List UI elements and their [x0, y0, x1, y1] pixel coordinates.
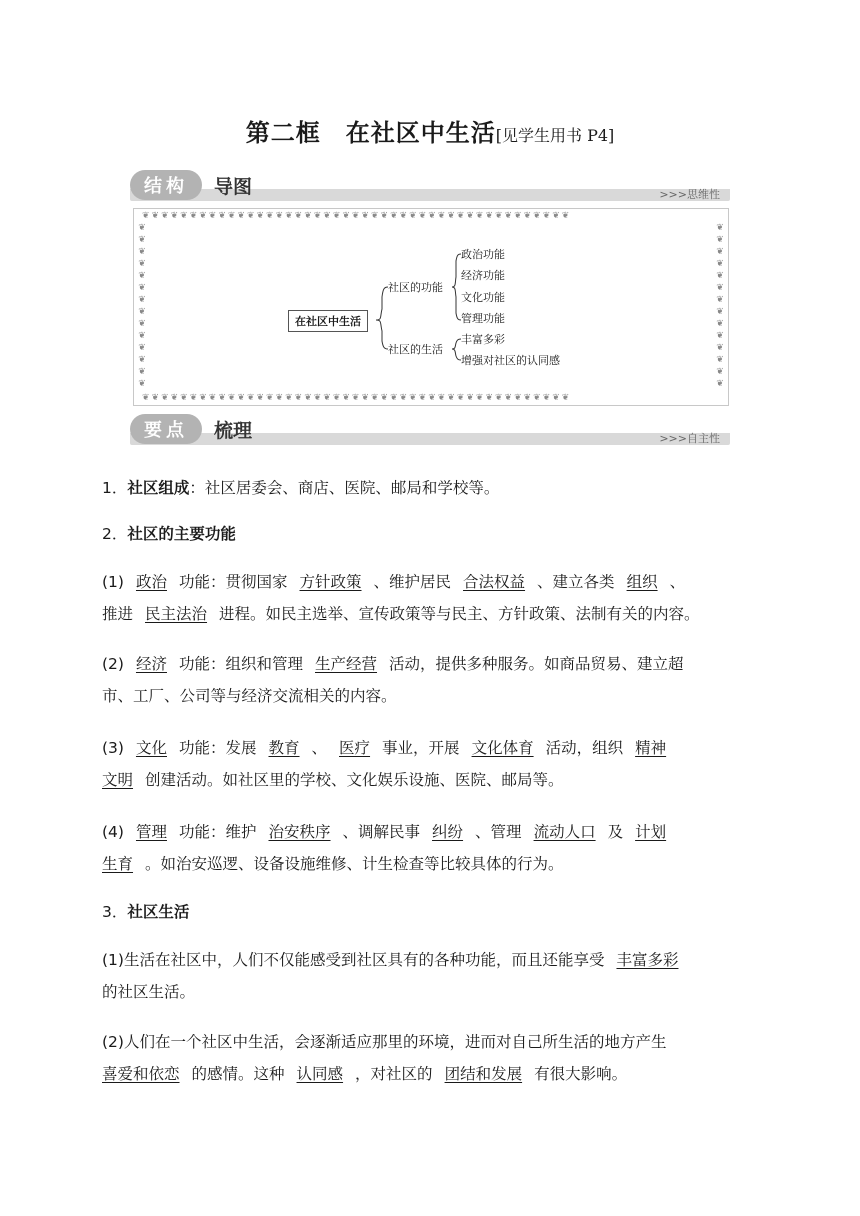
answer-blank: 流动人口 — [533, 823, 596, 841]
answer-blank: 丰富多彩 — [616, 951, 679, 969]
point-3 — [102, 896, 762, 928]
answer-blank: 生育 — [102, 855, 134, 873]
text: 、 — [311, 739, 328, 757]
answer-blank: 教育 — [268, 739, 300, 757]
text: (4) — [102, 823, 124, 841]
answer-blank: 生产经营 — [315, 655, 378, 673]
structure-title: 导图 — [214, 176, 253, 198]
text: 活动，提供多种服务。如商品贸易、建立超 — [389, 655, 684, 673]
point-2 — [102, 518, 762, 550]
mind-map-connectors — [134, 209, 728, 405]
text: (1)生活在社区中，人们不仅能感受到社区具有的各种功能，而且还能享受 — [102, 951, 605, 969]
point-2-1 — [102, 566, 762, 630]
text: (2) — [102, 655, 124, 673]
point-number: 1． — [102, 479, 128, 497]
points-badge: 要点 — [130, 414, 202, 444]
mind-map-branch-life: 社区的生活 — [388, 343, 443, 356]
point-heading: 社区的主要功能 — [127, 525, 236, 543]
title-main: 第二框 在社区中生活 — [245, 119, 496, 147]
point-3-2 — [102, 1026, 762, 1090]
text: ，对社区的 — [355, 1065, 433, 1083]
answer-blank: 医疗 — [339, 739, 371, 757]
answer-blank: 喜爱和依恋 — [102, 1065, 180, 1083]
answer-blank: 经济 — [135, 655, 167, 673]
mind-map-leaf: 经济功能 — [461, 269, 505, 282]
answer-blank: 文明 — [102, 771, 134, 789]
mind-map-branch-function: 社区的功能 — [388, 281, 443, 294]
mind-map-leaf: 丰富多彩 — [461, 333, 505, 346]
answer-blank: 认同感 — [296, 1065, 344, 1083]
border-ornament-left: ❦❦❦❦❦❦❦❦❦❦❦❦❦❦ — [137, 223, 147, 391]
answer-blank: 文化 — [135, 739, 167, 757]
point-number: 2． — [102, 525, 128, 543]
points-section-bar — [130, 414, 730, 448]
mind-map-frame — [133, 208, 729, 406]
structure-badge: 结构 — [130, 170, 202, 200]
point-number: 3． — [102, 903, 128, 921]
mind-map-leaf: 增强对社区的认同感 — [461, 354, 560, 367]
text: 功能：贯彻国家 — [178, 573, 288, 591]
point-heading: 社区生活 — [127, 903, 190, 921]
text: 市、工厂、公司等与经济交流相关的内容。 — [102, 687, 397, 705]
answer-blank: 团结和发展 — [444, 1065, 523, 1083]
text: 的感情。这种 — [191, 1065, 285, 1083]
text: 事业，开展 — [382, 739, 460, 757]
text: 功能：发展 — [178, 739, 257, 757]
point-2-4 — [102, 816, 762, 880]
point-3-1 — [102, 944, 762, 1008]
text: 、维护居民 — [373, 573, 452, 591]
text: 创建活动。如社区里的学校、文化娱乐设施、医院、邮局等。 — [145, 771, 564, 789]
answer-blank: 计划 — [635, 823, 667, 841]
mind-map-leaf: 管理功能 — [461, 312, 505, 325]
point-text: ：社区居委会、商店、医院、邮局和学校等。 — [189, 479, 500, 497]
text: 功能：组织和管理 — [178, 655, 303, 673]
structure-tag: >>>思维性 — [659, 188, 720, 201]
text: 。如治安巡逻、设备设施维修、计生检查等比较具体的行为。 — [145, 855, 564, 873]
text: 、 — [669, 573, 686, 591]
mind-map-leaf: 文化功能 — [461, 291, 505, 304]
answer-blank: 合法权益 — [463, 573, 526, 591]
page-title — [0, 113, 860, 148]
text: (2)人们在一个社区中生活，会逐渐适应那里的环境，进而对自己所生活的地方产生 — [102, 1033, 667, 1051]
mind-map-leaf: 政治功能 — [461, 248, 505, 261]
answer-blank: 管理 — [135, 823, 167, 841]
answer-blank: 文化体育 — [471, 739, 534, 757]
text: 及 — [607, 823, 624, 841]
text: 、管理 — [475, 823, 522, 841]
border-ornament-top: ❦❦❦❦❦❦❦❦❦❦❦❦❦❦❦❦❦❦❦❦❦❦❦❦❦❦❦❦❦❦❦❦❦❦❦❦❦❦❦❦❦❦❦❦❦ — [142, 211, 572, 221]
border-ornament-right: ❦❦❦❦❦❦❦❦❦❦❦❦❦❦ — [715, 223, 725, 391]
answer-blank: 组织 — [626, 573, 658, 591]
text: 推进 — [102, 605, 134, 623]
answer-blank: 精神 — [635, 739, 667, 757]
points-title: 梳理 — [214, 420, 253, 442]
text: 功能：维护 — [178, 823, 257, 841]
answer-blank: 纠纷 — [432, 823, 464, 841]
answer-blank: 民主法治 — [145, 605, 208, 623]
point-2-3 — [102, 732, 762, 796]
point-1 — [102, 472, 762, 504]
text: 、调解民事 — [342, 823, 421, 841]
text: 的社区生活。 — [102, 983, 196, 1001]
answer-blank: 治安秩序 — [268, 823, 331, 841]
point-heading: 社区组成 — [127, 479, 190, 497]
text: 、建立各类 — [537, 573, 615, 591]
text: 有很大影响。 — [534, 1065, 628, 1083]
text: (3) — [102, 739, 124, 757]
text: (1) — [102, 573, 124, 591]
text: 进程。如民主选举、宣传政策等与民主、方针政策、法制有关的内容。 — [219, 605, 700, 623]
answer-blank: 方针政策 — [299, 573, 362, 591]
text: 活动，组织 — [545, 739, 624, 757]
mind-map-root: 在社区中生活 — [288, 310, 368, 332]
point-2-2 — [102, 648, 762, 712]
structure-section-bar — [130, 170, 730, 204]
points-tag: >>>自主性 — [659, 432, 720, 445]
answer-blank: 政治 — [135, 573, 167, 591]
border-ornament-bottom: ❦❦❦❦❦❦❦❦❦❦❦❦❦❦❦❦❦❦❦❦❦❦❦❦❦❦❦❦❦❦❦❦❦❦❦❦❦❦❦❦❦❦❦❦❦ — [142, 393, 572, 403]
title-ref: [见学生用书 P4] — [495, 126, 615, 145]
